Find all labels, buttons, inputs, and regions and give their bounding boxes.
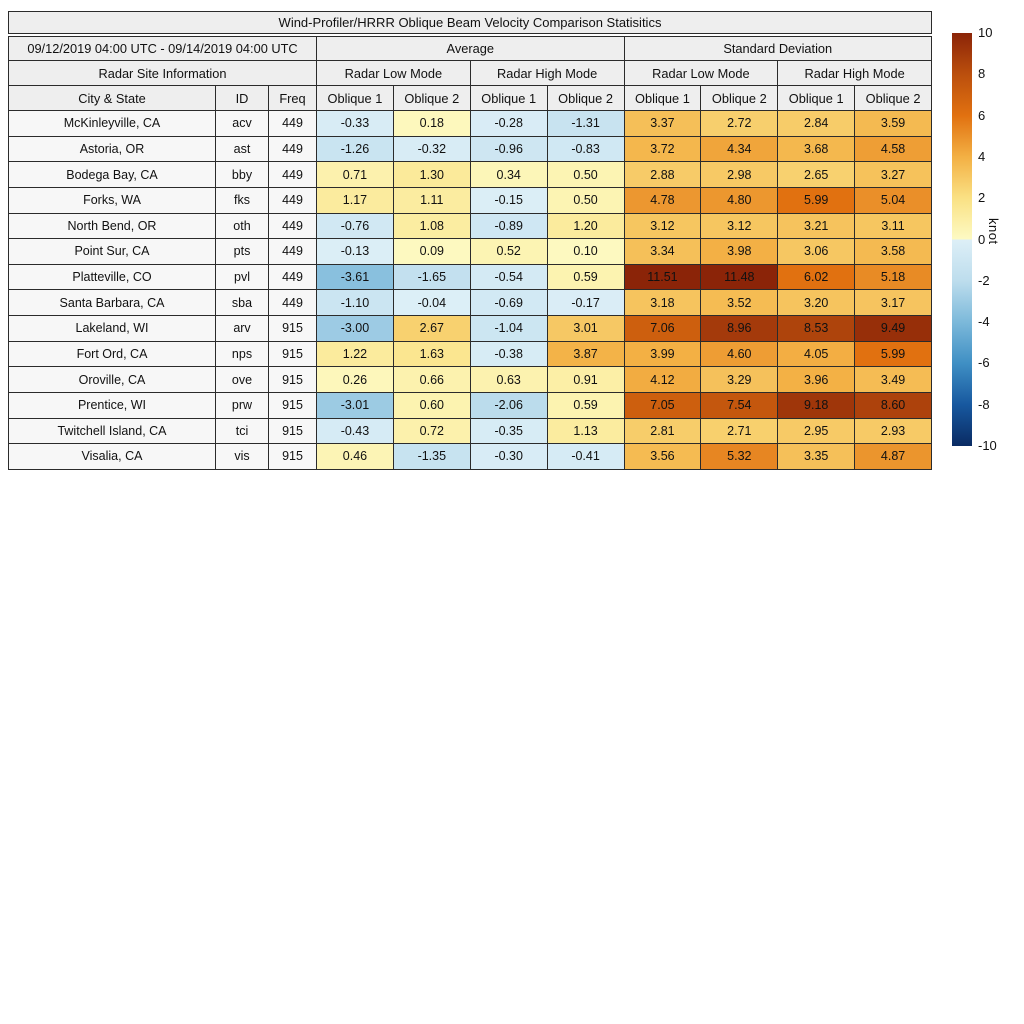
- value-cell: -1.65: [394, 265, 471, 291]
- colorbar-tick: -2: [978, 272, 990, 288]
- value-cell: 11.51: [625, 265, 702, 291]
- site-id-cell: ast: [216, 137, 269, 163]
- value-cell: 0.60: [394, 393, 471, 419]
- value-cell: 0.26: [317, 367, 394, 393]
- colorbar-tick: -10: [978, 438, 997, 453]
- value-cell: -0.32: [394, 137, 471, 163]
- city-state-cell: North Bend, OR: [9, 214, 216, 240]
- city-state-cell: Twitchell Island, CA: [9, 419, 216, 445]
- value-cell: -0.33: [317, 111, 394, 137]
- value-cell: 3.12: [625, 214, 702, 240]
- value-cell: 3.21: [778, 214, 855, 240]
- value-cell: 2.71: [701, 419, 778, 445]
- value-cell: 7.54: [701, 393, 778, 419]
- site-id-cell: oth: [216, 214, 269, 240]
- freq-cell: 915: [269, 393, 317, 419]
- value-cell: 2.88: [625, 162, 702, 188]
- mode-header-avg-low: Radar Low Mode: [317, 61, 471, 86]
- value-cell: -0.54: [471, 265, 548, 291]
- freq-cell: 449: [269, 214, 317, 240]
- value-cell: -1.10: [317, 290, 394, 316]
- value-cell: 5.99: [855, 342, 932, 368]
- value-cell: 1.13: [548, 419, 625, 445]
- value-cell: 4.58: [855, 137, 932, 163]
- value-cell: -0.41: [548, 444, 625, 470]
- value-cell: 3.12: [701, 214, 778, 240]
- value-cell: 4.60: [701, 342, 778, 368]
- value-cell: 3.18: [625, 290, 702, 316]
- value-cell: 3.35: [778, 444, 855, 470]
- freq-cell: 449: [269, 290, 317, 316]
- freq-cell: 915: [269, 419, 317, 445]
- value-cell: 1.30: [394, 162, 471, 188]
- value-cell: 1.20: [548, 214, 625, 240]
- value-cell: 1.08: [394, 214, 471, 240]
- site-id-cell: pts: [216, 239, 269, 265]
- value-cell: 4.80: [701, 188, 778, 214]
- value-cell: 0.52: [471, 239, 548, 265]
- colorbar: [952, 25, 1001, 453]
- value-cell: 0.50: [548, 188, 625, 214]
- mode-header-std-high: Radar High Mode: [778, 61, 932, 86]
- value-cell: 4.78: [625, 188, 702, 214]
- table-grid: [8, 36, 932, 470]
- value-cell: -0.15: [471, 188, 548, 214]
- value-cell: 3.29: [701, 367, 778, 393]
- value-cell: -0.43: [317, 419, 394, 445]
- value-cell: 5.99: [778, 188, 855, 214]
- value-cell: -0.69: [471, 290, 548, 316]
- col-header-oblique: Oblique 2: [701, 86, 778, 111]
- value-cell: -3.01: [317, 393, 394, 419]
- freq-cell: 449: [269, 188, 317, 214]
- value-cell: -0.35: [471, 419, 548, 445]
- site-id-cell: pvl: [216, 265, 269, 291]
- value-cell: 0.46: [317, 444, 394, 470]
- site-id-cell: prw: [216, 393, 269, 419]
- value-cell: 4.05: [778, 342, 855, 368]
- col-header-id: ID: [216, 86, 269, 111]
- value-cell: 2.65: [778, 162, 855, 188]
- value-cell: -0.89: [471, 214, 548, 240]
- value-cell: 1.22: [317, 342, 394, 368]
- value-cell: 3.01: [548, 316, 625, 342]
- value-cell: 3.96: [778, 367, 855, 393]
- value-cell: 7.06: [625, 316, 702, 342]
- colorbar-tick: -6: [978, 355, 990, 371]
- value-cell: 3.37: [625, 111, 702, 137]
- col-header-oblique: Oblique 1: [317, 86, 394, 111]
- value-cell: 0.63: [471, 367, 548, 393]
- site-id-cell: nps: [216, 342, 269, 368]
- value-cell: 3.34: [625, 239, 702, 265]
- value-cell: 9.18: [778, 393, 855, 419]
- value-cell: 4.87: [855, 444, 932, 470]
- freq-cell: 915: [269, 367, 317, 393]
- value-cell: 3.52: [701, 290, 778, 316]
- value-cell: 8.96: [701, 316, 778, 342]
- col-header-oblique: Oblique 2: [548, 86, 625, 111]
- freq-cell: 915: [269, 316, 317, 342]
- comparison-table: [8, 11, 932, 470]
- mode-header-std-low: Radar Low Mode: [625, 61, 779, 86]
- freq-cell: 449: [269, 137, 317, 163]
- group-header-average: Average: [317, 37, 625, 61]
- value-cell: 0.71: [317, 162, 394, 188]
- value-cell: 2.84: [778, 111, 855, 137]
- city-state-cell: McKinleyville, CA: [9, 111, 216, 137]
- value-cell: -3.00: [317, 316, 394, 342]
- mode-header-avg-high: Radar High Mode: [471, 61, 625, 86]
- page-title: Wind-Profiler/HRRR Oblique Beam Velocity Comparison Statisitics: [8, 11, 932, 34]
- value-cell: 3.11: [855, 214, 932, 240]
- value-cell: -0.17: [548, 290, 625, 316]
- site-id-cell: arv: [216, 316, 269, 342]
- colorbar-tick: 4: [978, 148, 986, 164]
- value-cell: -1.26: [317, 137, 394, 163]
- freq-cell: 915: [269, 342, 317, 368]
- value-cell: 0.18: [394, 111, 471, 137]
- colorbar-tick: 0: [978, 231, 986, 247]
- value-cell: 3.56: [625, 444, 702, 470]
- value-cell: 8.53: [778, 316, 855, 342]
- site-id-cell: vis: [216, 444, 269, 470]
- colorbar-tick: 6: [978, 107, 986, 123]
- colorbar-tick: 2: [978, 190, 986, 206]
- value-cell: 0.66: [394, 367, 471, 393]
- value-cell: 3.87: [548, 342, 625, 368]
- site-id-cell: fks: [216, 188, 269, 214]
- value-cell: 3.99: [625, 342, 702, 368]
- value-cell: 2.95: [778, 419, 855, 445]
- value-cell: 3.68: [778, 137, 855, 163]
- city-state-cell: Oroville, CA: [9, 367, 216, 393]
- value-cell: -0.38: [471, 342, 548, 368]
- value-cell: -1.31: [548, 111, 625, 137]
- site-id-cell: ove: [216, 367, 269, 393]
- value-cell: -1.04: [471, 316, 548, 342]
- city-state-cell: Platteville, CO: [9, 265, 216, 291]
- city-state-cell: Forks, WA: [9, 188, 216, 214]
- colorbar-tick: 8: [978, 66, 986, 82]
- freq-cell: 449: [269, 265, 317, 291]
- value-cell: -0.30: [471, 444, 548, 470]
- value-cell: 2.81: [625, 419, 702, 445]
- value-cell: -0.28: [471, 111, 548, 137]
- city-state-cell: Visalia, CA: [9, 444, 216, 470]
- colorbar-tick: 10: [978, 25, 993, 40]
- group-header-std-deviation: Standard Deviation: [625, 37, 933, 61]
- freq-cell: 449: [269, 239, 317, 265]
- value-cell: 3.20: [778, 290, 855, 316]
- city-state-cell: Bodega Bay, CA: [9, 162, 216, 188]
- value-cell: 3.49: [855, 367, 932, 393]
- value-cell: 0.10: [548, 239, 625, 265]
- value-cell: 0.09: [394, 239, 471, 265]
- freq-cell: 449: [269, 111, 317, 137]
- value-cell: 0.72: [394, 419, 471, 445]
- value-cell: 8.60: [855, 393, 932, 419]
- col-header-oblique: Oblique 1: [778, 86, 855, 111]
- col-header-oblique: Oblique 2: [394, 86, 471, 111]
- col-header-oblique: Oblique 1: [471, 86, 548, 111]
- value-cell: 5.32: [701, 444, 778, 470]
- freq-cell: 449: [269, 162, 317, 188]
- value-cell: -2.06: [471, 393, 548, 419]
- site-id-cell: sba: [216, 290, 269, 316]
- value-cell: 6.02: [778, 265, 855, 291]
- value-cell: 1.11: [394, 188, 471, 214]
- value-cell: -3.61: [317, 265, 394, 291]
- value-cell: 2.93: [855, 419, 932, 445]
- value-cell: 2.67: [394, 316, 471, 342]
- city-state-cell: Santa Barbara, CA: [9, 290, 216, 316]
- value-cell: 4.34: [701, 137, 778, 163]
- value-cell: -0.76: [317, 214, 394, 240]
- date-range: 09/12/2019 04:00 UTC - 09/14/2019 04:00 UTC: [9, 37, 317, 61]
- value-cell: 3.06: [778, 239, 855, 265]
- value-cell: 7.05: [625, 393, 702, 419]
- value-cell: 2.98: [701, 162, 778, 188]
- value-cell: 1.63: [394, 342, 471, 368]
- colorbar-tick: -4: [978, 314, 990, 330]
- value-cell: 3.98: [701, 239, 778, 265]
- col-header-oblique: Oblique 2: [855, 86, 932, 111]
- colorbar-tick: -8: [978, 396, 990, 412]
- value-cell: -1.35: [394, 444, 471, 470]
- city-state-cell: Lakeland, WI: [9, 316, 216, 342]
- city-state-cell: Fort Ord, CA: [9, 342, 216, 368]
- city-state-cell: Prentice, WI: [9, 393, 216, 419]
- colorbar-unit-label: knot: [986, 218, 1001, 245]
- value-cell: 3.17: [855, 290, 932, 316]
- city-state-cell: Point Sur, CA: [9, 239, 216, 265]
- value-cell: 9.49: [855, 316, 932, 342]
- value-cell: -0.83: [548, 137, 625, 163]
- col-header-city-state: City & State: [9, 86, 216, 111]
- site-id-cell: tci: [216, 419, 269, 445]
- value-cell: 11.48: [701, 265, 778, 291]
- city-state-cell: Astoria, OR: [9, 137, 216, 163]
- value-cell: 4.12: [625, 367, 702, 393]
- value-cell: 3.72: [625, 137, 702, 163]
- value-cell: 5.04: [855, 188, 932, 214]
- site-id-cell: bby: [216, 162, 269, 188]
- value-cell: -0.96: [471, 137, 548, 163]
- freq-cell: 915: [269, 444, 317, 470]
- value-cell: -0.04: [394, 290, 471, 316]
- value-cell: -0.13: [317, 239, 394, 265]
- value-cell: 0.91: [548, 367, 625, 393]
- value-cell: 0.59: [548, 265, 625, 291]
- value-cell: 0.59: [548, 393, 625, 419]
- value-cell: 2.72: [701, 111, 778, 137]
- value-cell: 0.34: [471, 162, 548, 188]
- site-id-cell: acv: [216, 111, 269, 137]
- site-info-header: Radar Site Information: [9, 61, 317, 86]
- colorbar-gradient: [952, 33, 972, 446]
- value-cell: 0.50: [548, 162, 625, 188]
- value-cell: 1.17: [317, 188, 394, 214]
- value-cell: 3.58: [855, 239, 932, 265]
- value-cell: 3.59: [855, 111, 932, 137]
- value-cell: 5.18: [855, 265, 932, 291]
- col-header-freq: Freq: [269, 86, 317, 111]
- value-cell: 3.27: [855, 162, 932, 188]
- col-header-oblique: Oblique 1: [625, 86, 702, 111]
